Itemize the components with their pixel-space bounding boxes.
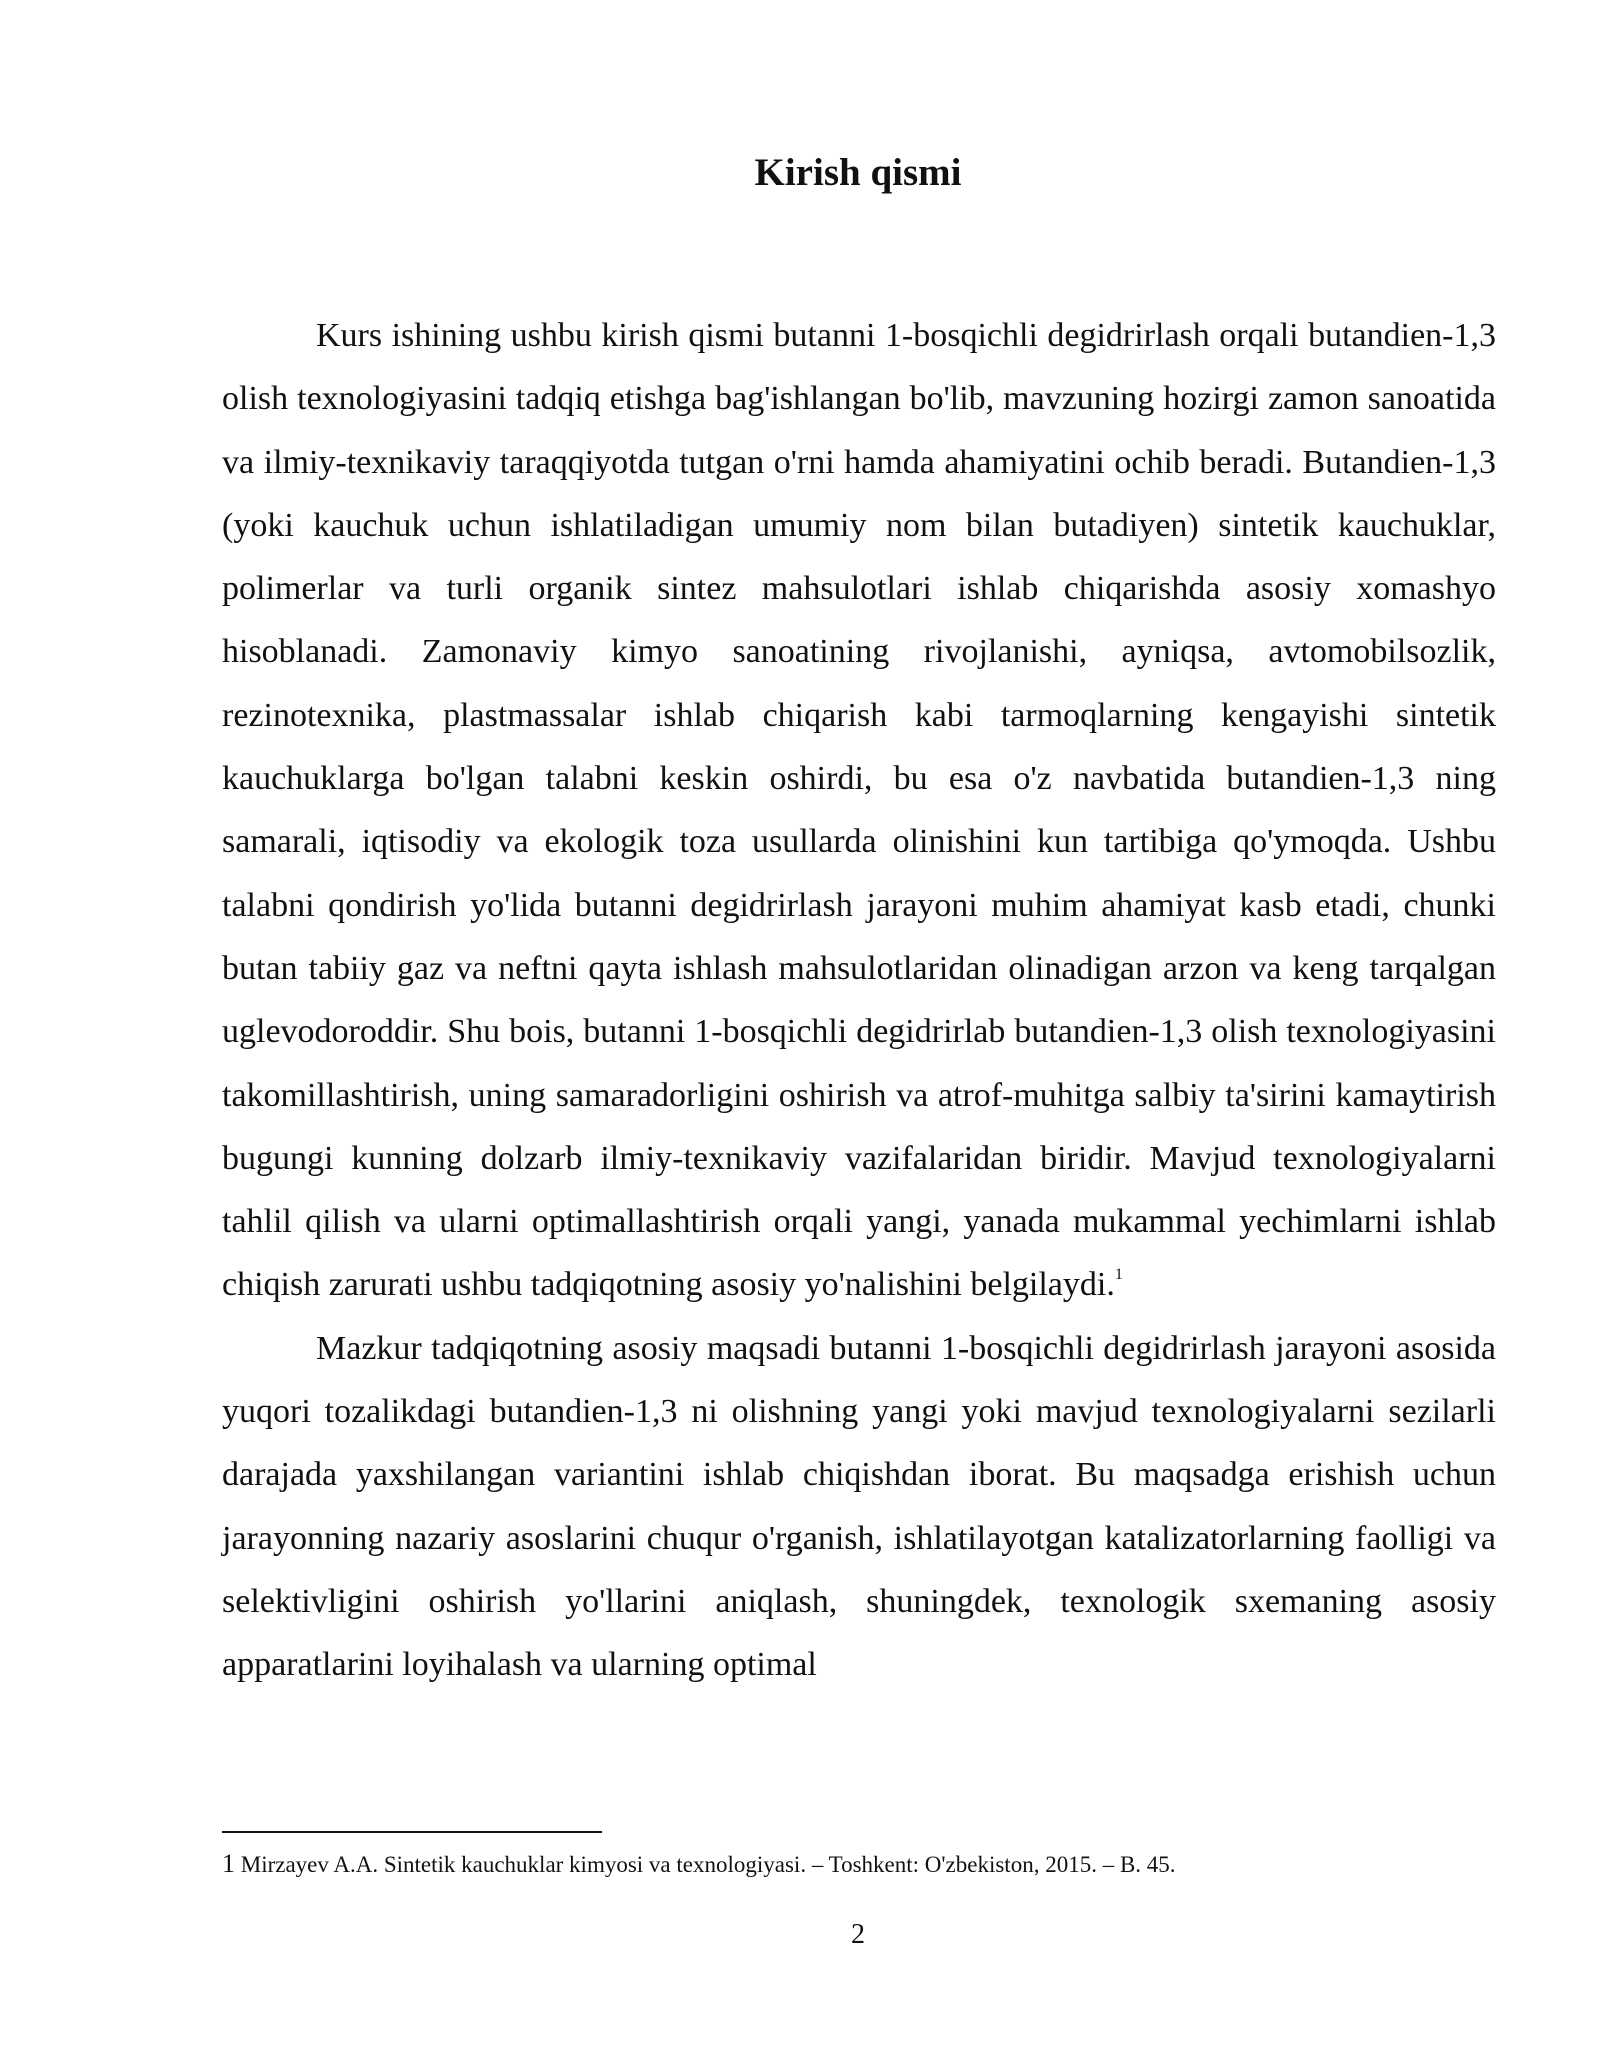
footnote-text: Mirzayev A.A. Sintetik kauchuklar kimyosi va texnologiyasi. – Toshkent: O'zbekiston, 2015. – B. 45. [240, 1852, 1176, 1877]
paragraph-2-text: Mazkur tadqiqotning asosiy maqsadi butanni 1-bosqichli degidrirlash jarayoni asosida yuqori tozalikdagi butandien-1,3 ni olishning yangi yoki mavjud texnologiyalarni sezilarli darajada yaxshilangan variantini ishlab chiqishdan iborat. Bu maqsadga erishish uchun jarayonning nazariy asoslarini chuqur o'rganish, ishlatilayotgan katalizatorlarning faolligi va selektivligini oshirish yo'llarini aniqlash, shuningdek, texnologik sxemaning asosiy apparatlarini loyihalash va ularning optimal [222, 1329, 1496, 1684]
footnote [222, 1848, 1496, 1881]
paragraph-2 [222, 1317, 1496, 1697]
footnote-reference[interactable]: 1 [1114, 1266, 1123, 1284]
footnote-separator [222, 1831, 602, 1833]
paragraph-1 [222, 304, 1496, 1317]
paragraph-1-text: Kurs ishining ushbu kirish qismi butanni 1-bosqichli degidrirlash orqali butandien-1,3 olish texnologiyasini tadqiq etishga bag'ishlangan bo'lib, mavzuning hozirgi zamon sanoatida va ilmiy-texnikaviy taraqqiyotda tutgan o'rni hamda ahamiyatini ochib beradi. Butandien-1,3 (yoki kauchuk uchun ishlatiladigan umumiy nom bilan butadiyen) sintetik kauchuklar, polimerlar va turli organik sintez mahsulotlari ishlab chiqarishda asosiy xomashyo hisoblanadi. Zamonaviy kimyo sanoatining rivojlanishi, ayniqsa, avtomobilsozlik, rezinotexnika, plastmassalar ishlab chiqarish kabi tarmoqlarning kengayishi sintetik kauchuklarga bo'lgan talabni keskin oshirdi, bu esa o'z navbatida butandien-1,3 ning samarali, iqtisodiy va ekologik toza usullarda olinishini kun tartibiga qo'ymoqda. Ushbu talabni qondirish yo'lida butanni degidrirlash jarayoni muhim ahamiyat kasb etadi, chunki butan tabiiy gaz va neftni qayta ishlash mahsulotlaridan olinadigan arzon va keng tarqalgan uglevodoroddir. Shu bois, butanni 1-bosqichli degidrirlab butandien-1,3 olish texnologiyasini takomillashtirish, uning samaradorligini oshirish va atrof-muhitga salbiy ta'sirini kamaytirish bugungi kunning dolzarb ilmiy-texnikaviy vazifalaridan biridir. Mavjud texnologiyalarni tahlil qilish va ularni optimallashtirish orqali yangi, yanada mukammal yechimlarni ishlab chiqish zarurati ushbu tadqiqotning asosiy yo'nalishini belgilaydi. [222, 317, 1496, 1304]
footnote-number: 1 [222, 1849, 235, 1878]
page-number: 2 [851, 1919, 865, 1950]
title-container [220, 148, 1496, 198]
page-title: Kirish qismi [754, 151, 962, 194]
body-text [222, 304, 1496, 1697]
